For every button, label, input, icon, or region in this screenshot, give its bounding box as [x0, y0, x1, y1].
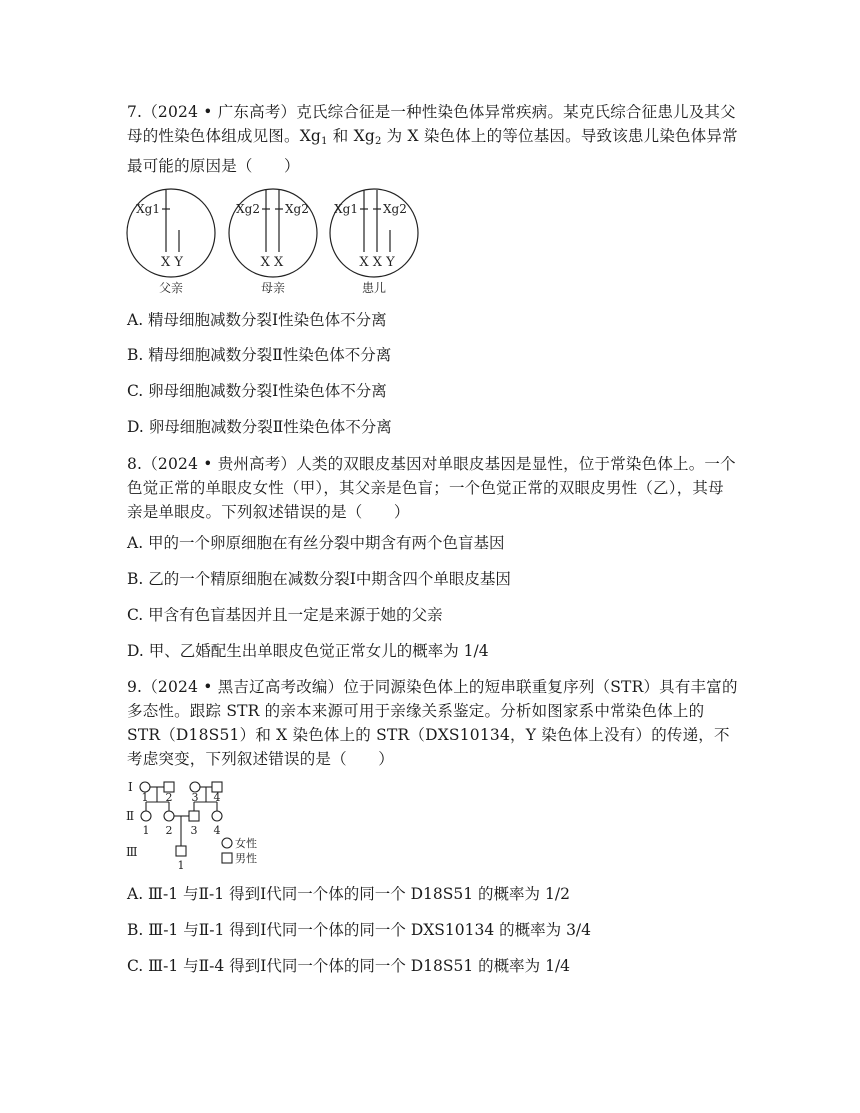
individual-number: 3: [191, 791, 199, 804]
option-b[interactable]: B. 精母细胞减数分裂Ⅱ性染色体不分离: [127, 346, 392, 364]
gene-label: Xg1: [136, 202, 160, 216]
chromosome-label: X X: [260, 255, 284, 270]
chromosome-figure: [124, 180, 424, 298]
individual-number: 2: [165, 791, 173, 804]
individual-number: 1: [141, 791, 149, 804]
chromosome-label: X Y: [161, 255, 183, 270]
individual-number: 4: [213, 824, 221, 837]
option-c[interactable]: C. 卵母细胞减数分裂Ⅰ性染色体不分离: [127, 382, 387, 400]
option-b[interactable]: B. 乙的一个精原细胞在减数分裂Ⅰ中期含四个单眼皮基因: [127, 570, 511, 588]
option-d[interactable]: D. 甲、乙婚配生出单眼皮色觉正常女儿的概率为 1/4: [127, 642, 489, 660]
option-b[interactable]: B. Ⅲ-1 与Ⅱ-1 得到Ⅰ代同一个体的同一个 DXS10134 的概率为 3/4: [127, 921, 592, 939]
question-8-stem: 8.（2024 • 贵州高考）人类的双眼皮基因对单眼皮基因是显性，位于常染色体上。一个色觉正常的单眼皮女性（甲），其父亲是色盲；一个色觉正常的双眼皮男性（乙），其母亲是单眼皮。下列叙述错误的是（ ）: [127, 455, 736, 521]
legend-male: 男性: [235, 852, 257, 865]
option-d[interactable]: D. 卵母细胞减数分裂Ⅱ性染色体不分离: [127, 418, 392, 436]
individual-number: 3: [190, 824, 198, 837]
generation-label: Ⅲ: [126, 845, 138, 859]
pedigree-figure: [124, 776, 274, 872]
individual-number: 1: [177, 859, 185, 872]
gene-label: Xg1: [334, 202, 358, 216]
gene-label: Xg2: [285, 202, 309, 216]
option-c[interactable]: C. 甲含有色盲基因并且一定是来源于她的父亲: [127, 606, 443, 624]
individual-number: 4: [213, 791, 221, 804]
question-7-stem: 7.（2024 • 广东高考）克氏综合征是一种性染色体异常疾病。某克氏综合征患儿及其父母的性染色体组成见图。$Xg_1$ 和 $Xg_2$ 为 X 染色体上的等位基因。导致该患儿染色体异常最可能的原因是（ ）: [127, 103, 738, 175]
individual-number: 1: [142, 824, 150, 837]
gene-label: Xg2: [236, 202, 260, 216]
question-9-stem: 9.（2024 • 黑吉辽高考改编）位于同源染色体上的短串联重复序列（STR）具有丰富的多态性。跟踪 STR 的亲本来源可用于亲缘关系鉴定。分析如图家系中常染色体上的 STR（D18S51）和 X 染色体上的 STR（DXS10134，Y 染色体上没有）的传递，不考虑突变，下列叙述错误的是（ ）: [127, 678, 738, 768]
individual-number: 2: [165, 824, 173, 837]
option-a[interactable]: A. Ⅲ-1 与Ⅱ-1 得到Ⅰ代同一个体的同一个 D18S51 的概率为 1/2: [127, 885, 570, 903]
legend-female: 女性: [235, 837, 257, 850]
option-a[interactable]: A. 精母细胞减数分裂Ⅰ性染色体不分离: [127, 311, 387, 329]
generation-label: Ⅰ: [128, 780, 133, 794]
cell-caption: 母亲: [260, 281, 286, 295]
option-c[interactable]: C. Ⅲ-1 与Ⅱ-4 得到Ⅰ代同一个体的同一个 D18S51 的概率为 1/4: [127, 957, 571, 975]
option-a[interactable]: A. 甲的一个卵原细胞在有丝分裂中期含有两个色盲基因: [127, 534, 505, 552]
chromosome-label: X X Y: [359, 255, 395, 270]
cell-caption: 父亲: [158, 281, 184, 295]
cell-caption: 患儿: [361, 281, 387, 295]
generation-label: Ⅱ: [126, 809, 135, 823]
gene-label: Xg2: [383, 202, 407, 216]
